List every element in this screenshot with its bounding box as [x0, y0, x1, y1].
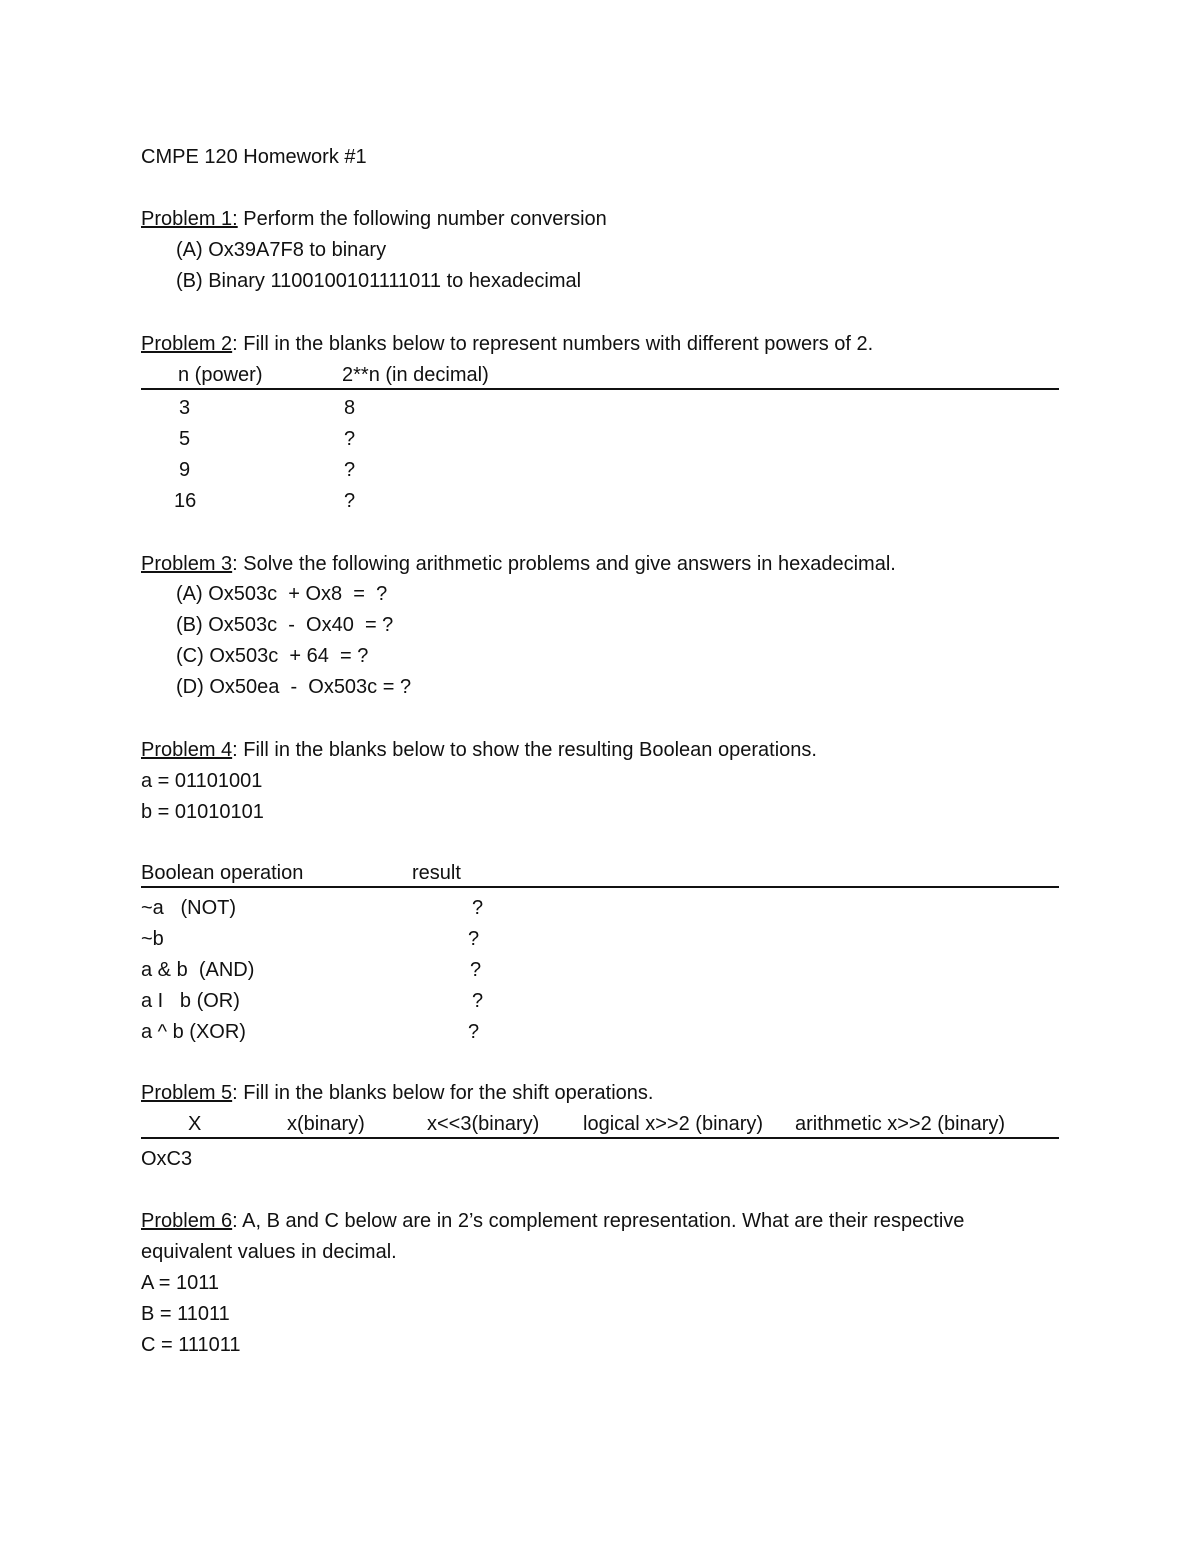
p5-header-shift-left: x<<3(binary): [427, 1113, 540, 1135]
problem-6-var-c: C = 111011: [141, 1334, 241, 1356]
p4-header-result: result: [412, 862, 461, 884]
p4-row-4-result: ?: [472, 990, 484, 1012]
problem-6-var-b: B = 11011: [141, 1303, 230, 1325]
problem-1-heading: [141, 207, 607, 231]
problem-3-item-c: (C) Ox503c + 64 = ?: [176, 645, 369, 667]
problem-4-heading: [141, 738, 817, 762]
p4-row-5-op: a ^ b (XOR): [141, 1021, 246, 1043]
problem-1-label: Problem 1:: [141, 208, 238, 230]
problem-1-part-a: (A) Ox39A7F8 to binary: [176, 239, 387, 261]
problem-2-text: : Fill in the blanks below to represent numbers with different powers of 2.: [232, 333, 874, 355]
p2-row-4-power: 16: [174, 490, 197, 512]
p4-row-4-op: a I b (OR): [141, 990, 240, 1012]
p5-header-arith-right: arithmetic x>>2 (binary): [795, 1113, 1006, 1135]
p4-row-1-result: ?: [472, 897, 484, 919]
p5-table-rule: [141, 1137, 1059, 1139]
problem-1-part-b: (B) Binary 1100100101111011 to hexadecimal: [176, 270, 582, 292]
problem-4-var-a: a = 01101001: [141, 770, 263, 792]
p4-row-2-result: ?: [468, 928, 480, 950]
problem-6-text-line-2: equivalent values in decimal.: [141, 1241, 397, 1263]
p2-row-3-power: 9: [179, 459, 191, 481]
problem-2-heading: [141, 332, 873, 356]
problem-6-text: : A, B and C below are in 2’s complement representation. What are their respective: [232, 1210, 965, 1232]
problem-5-text: : Fill in the blanks below for the shift operations.: [232, 1082, 654, 1104]
problem-3-item-b: (B) Ox503c - Ox40 = ?: [176, 614, 394, 636]
p2-row-2-power: 5: [179, 428, 191, 450]
p2-table-rule: [141, 388, 1059, 390]
problem-6-var-a: A = 1011: [141, 1272, 220, 1294]
problem-3-text: : Solve the following arithmetic problems and give answers in hexadecimal.: [232, 553, 896, 575]
problem-6-heading: [141, 1209, 964, 1233]
problem-3-heading: [141, 552, 896, 576]
p4-row-5-result: ?: [468, 1021, 480, 1043]
p5-header-binary: x(binary): [287, 1113, 365, 1135]
p2-header-decimal: 2**n (in decimal): [342, 364, 489, 386]
p5-header-x: X: [188, 1113, 202, 1135]
p5-header-logical-right: logical x>>2 (binary): [583, 1113, 764, 1135]
problem-5-label: Problem 5: [141, 1082, 233, 1104]
p2-row-4-value: ?: [344, 490, 356, 512]
p4-row-3-result: ?: [470, 959, 482, 981]
p4-row-2-op: ~b: [141, 928, 164, 950]
p2-row-1-power: 3: [179, 397, 191, 419]
p4-header-operation: Boolean operation: [141, 862, 304, 884]
problem-5-heading: [141, 1081, 653, 1105]
document-title: CMPE 120 Homework #1: [141, 146, 367, 168]
problem-4-var-b: b = 01010101: [141, 801, 264, 823]
problem-4-text: : Fill in the blanks below to show the resulting Boolean operations.: [232, 739, 817, 761]
p2-row-3-value: ?: [344, 459, 356, 481]
p2-row-2-value: ?: [344, 428, 356, 450]
p2-row-1-value: 8: [344, 397, 356, 419]
p4-table-rule: [141, 886, 1059, 888]
problem-2-label: Problem 2: [141, 333, 233, 355]
p4-row-3-op: a & b (AND): [141, 959, 255, 981]
problem-4-label: Problem 4: [141, 739, 233, 761]
p5-row-x-value: OxC3: [141, 1148, 193, 1170]
problem-1-text: Perform the following number conversion: [237, 208, 607, 230]
problem-6-label: Problem 6: [141, 1210, 233, 1232]
p2-header-power: n (power): [178, 364, 263, 386]
problem-3-label: Problem 3: [141, 553, 233, 575]
p4-row-1-op: ~a (NOT): [141, 897, 237, 919]
problem-3-item-d: (D) Ox50ea - Ox503c = ?: [176, 676, 412, 698]
problem-3-item-a: (A) Ox503c + Ox8 = ?: [176, 583, 388, 605]
